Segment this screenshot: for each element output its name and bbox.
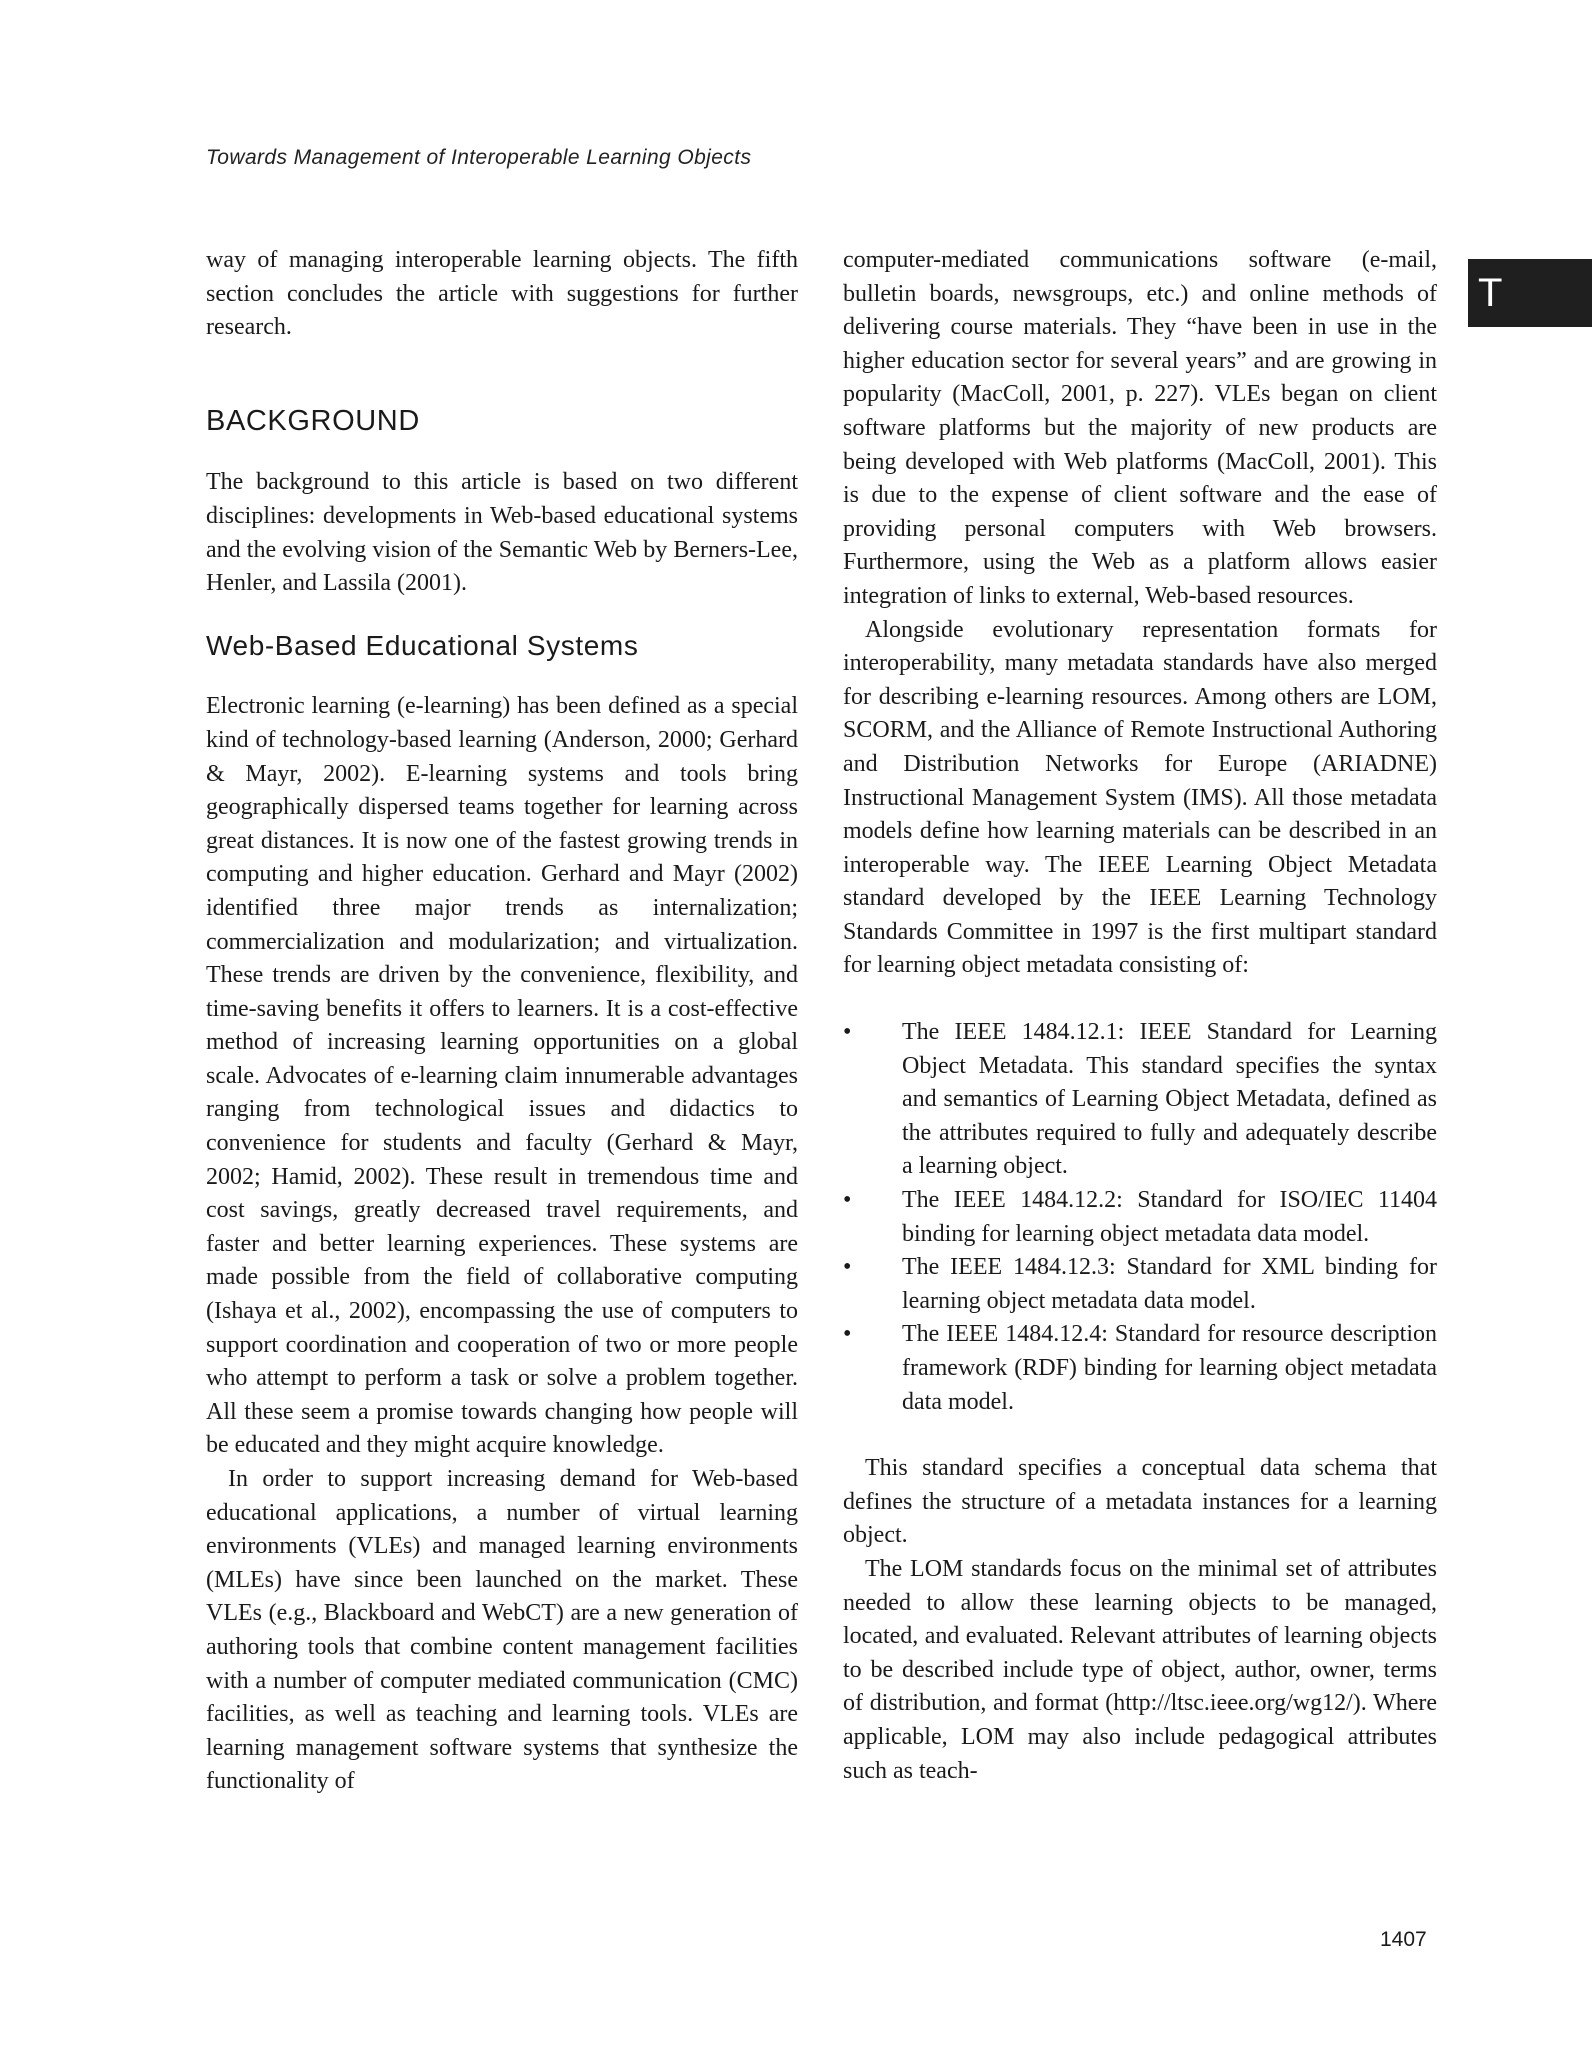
list-item-text: The IEEE 1484.12.1: IEEE Standard for Learning Object Metadata. This standard specifies the syntax and semantics of Learning Object Metadata, defined as the attributes required to fully and adequately describe a learning object.	[902, 1019, 1437, 1180]
section-tab-marker: T	[1468, 259, 1592, 327]
web-based-educational-systems-heading: Web-Based Educational Systems	[206, 629, 639, 661]
running-header: Towards Management of Interoperable Learning Objects	[206, 146, 752, 169]
intro-paragraph: way of managing interoperable learning objects. The fifth section concludes the article with suggestions for further research.	[206, 247, 798, 341]
list-item	[843, 1184, 1437, 1251]
elearning-paragraph: Electronic learning (e-learning) has been defined as a special kind of technology-based learning (Anderson, 2000; Gerhard & Mayr, 2002). E-learning systems and tools bring geographically dispersed teams together for learning across great distances. It is now one of the fastest growing trends in computing and higher education. Gerhard and Mayr (2002) identified three major trends as internalization; commercialization and modularization; and virtualization. These trends are driven by the convenience, flexibility, and time-saving benefits it offers to learners. It is a cost-effective method of increasing learning opportunities on a global scale. Advocates of e-learning claim innumerable advantages ranging from technological issues and didactics to convenience for students and faculty (Gerhard & Mayr, 2002; Hamid, 2002). These result in tremendous time and cost savings, greatly decreased travel requirements, and faster and better learning experiences. These systems are made possible from the field of collaborative computing (Ishaya et al., 2002), encompassing the use of computers to support coordination and cooperation of two or more people who attempt to perform a task or solve a problem together. All these seem a promise towards changing how people will be educated and they might acquire knowledge.	[206, 693, 798, 1459]
metadata-paragraph: Alongside evolutionary representation formats for interoperability, many metadata standards have also merged for describing e-learning resources. Among others are LOM, SCORM, and the Alliance of Remote Instructional Authoring and Distribution Networks for Europe (ARIADNE) Instructional Management System (IMS). All those metadata models define how learning materials can be described in an interoperable way. The IEEE Learning Object Metadata standard developed by the IEEE Learning Technology Standards Committee in 1997 is the first multipart standard for learning object metadata consisting of:	[843, 616, 1437, 979]
bullet-icon: •	[843, 1254, 852, 1281]
list-item	[843, 1251, 1437, 1318]
continuation-paragraph: computer-mediated communications software (e-mail, bulletin boards, newsgroups, etc.) and online methods of delivering course materials. They “have been in use in the higher education sector for several years” and are growing in popularity (MacColl, 2001, p. 227). VLEs began on client software platforms but the majority of new products are being developed with Web platforms (MacColl, 2001). This is due to the expense of client software and the ease of providing personal computers with Web browsers. Furthermore, using the Web as a platform allows easier integration of links to external, Web-based resources.	[843, 247, 1437, 609]
page-number: 1407	[1380, 1928, 1427, 1951]
list-item-text: The IEEE 1484.12.3: Standard for XML binding for learning object metadata data model.	[902, 1254, 1437, 1314]
list-item-text: The IEEE 1484.12.2: Standard for ISO/IEC 11404 binding for learning object metadata data model.	[902, 1187, 1437, 1247]
vle-paragraph: In order to support increasing demand for Web-based educational applications, a number of virtual learning environments (VLEs) and managed learning environments (MLEs) have since been launched on the market. These VLEs (e.g., Blackboard and WebCT) are a new generation of authoring tools that combine content management facilities with a number of computer mediated communication (CMC) facilities, as well as teaching and learning tools. VLEs are learning management software systems that synthesize the functionality of	[206, 1466, 798, 1795]
list-item	[843, 1318, 1437, 1419]
lom-paragraph: The LOM standards focus on the minimal set of attributes needed to allow these learning objects to be managed, located, and evaluated. Relevant attributes of learning objects to be described include type of object, author, owner, terms of distribution, and format (http://ltsc.ieee.org/wg12/). Where applicable, LOM may also include pedagogical attributes such as teach-	[843, 1555, 1437, 1784]
background-heading: BACKGROUND	[206, 404, 420, 437]
bullet-icon: •	[843, 1019, 852, 1046]
background-paragraph: The background to this article is based on two different disciplines: developments in Web-based educational systems and the evolving vision of the Semantic Web by Berners-Lee, Henler, and Lassila (2001).	[206, 469, 798, 597]
list-item	[843, 1016, 1437, 1184]
bullet-icon: •	[843, 1321, 852, 1348]
bullet-icon: •	[843, 1187, 852, 1214]
list-item-text: The IEEE 1484.12.4: Standard for resource description framework (RDF) binding for learning object metadata data model.	[902, 1321, 1437, 1415]
left-column	[206, 244, 798, 1799]
right-column	[843, 244, 1437, 1788]
ieee-standards-list	[843, 1016, 1437, 1419]
schema-paragraph: This standard specifies a conceptual data schema that defines the structure of a metadata instances for a learning object.	[843, 1455, 1437, 1549]
